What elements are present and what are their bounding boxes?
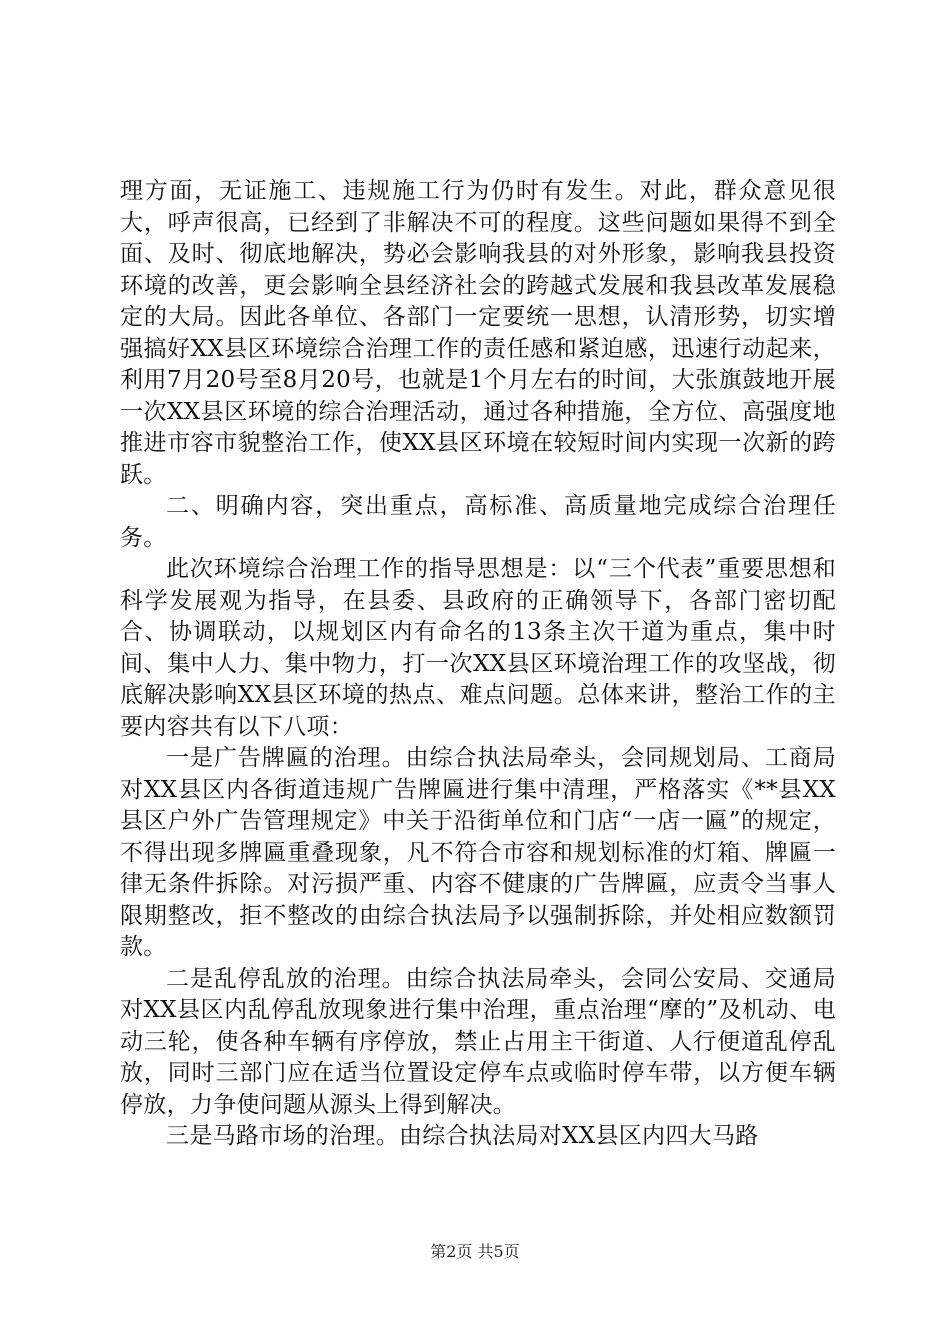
section-heading-2: 二、明确内容，突出重点，高标准、高质量地完成综合治理任务。 — [120, 493, 836, 551]
paragraph-item-2-parking: 二是乱停乱放的治理。由综合执法局牵头，会同公安局、交通局对XX县区内乱停乱放现象进行集中治理，重点治理“摩的”及机动、电动三轮，使各种车辆有序停放，禁止占用主干街道、人行便道乱停乱放，同时三部门应在适当位置设定停车点或临时停车带，以方便车辆停放，力争使问题从源头上得到解决。 — [120, 965, 836, 1118]
paragraph-item-1-billboards: 一是广告牌匾的治理。由综合执法局牵头，会同规划局、工商局对XX县区内各街道违规广告牌匾进行集中清理，严格落实《**县XX县区户外广告管理规定》中关于沿街单位和门店“一店一匾”的规定，不得出现多牌匾重叠现象，凡不符合市容和规划标准的灯箱、牌匾一律无条件拆除。对污损严重、内容不健康的广告牌匾，应责令当事人限期整改，拒不整改的由综合执法局予以强制拆除，并处相应数额罚款。 — [120, 745, 836, 960]
page-footer: 第2页 共5页 — [430, 1242, 520, 1261]
paragraph-1: 理方面，无证施工、违规施工行为仍时有发生。对此，群众意见很大，呼声很高，已经到了非解决不可的程度。这些问题如果得不到全面、及时、彻底地解决，势必会影响我县的对外形象，影响我县投资环境的改善，更会影响全县经济社会的跨越式发展和我县改革发展稳定的大局。因此各单位、各部门一定要统一思想，认清形势，切实增强搞好XX县区环境综合治理工作的责任感和紧迫感，迅速行动起来，利用7月20号至8月20号，也就是1个月左右的时间，大张旗鼓地开展一次XX县区环境的综合治理活动，通过各种措施，全方位、高强度地推进市容市貌整治工作，使XX县区环境在较短时间内实现一次新的跨跃。 — [120, 178, 836, 488]
paragraph-item-3-road-markets: 三是马路市场的治理。由综合执法局对XX县区内四大马路 — [166, 1123, 759, 1149]
paragraph-guiding-idea: 此次环境综合治理工作的指导思想是：以“三个代表”重要思想和科学发展观为指导，在县委、县政府的正确领导下，各部门密切配合、协调联动，以规划区内有命名的13条主次干道为重点，集中时间、集中人力、集中物力，打一次XX县区环境治理工作的攻坚战，彻底解决影响XX县区环境的热点、难点问题。总体来讲，整治工作的主要内容共有以下八项： — [120, 556, 836, 740]
document-body — [120, 176, 836, 1153]
